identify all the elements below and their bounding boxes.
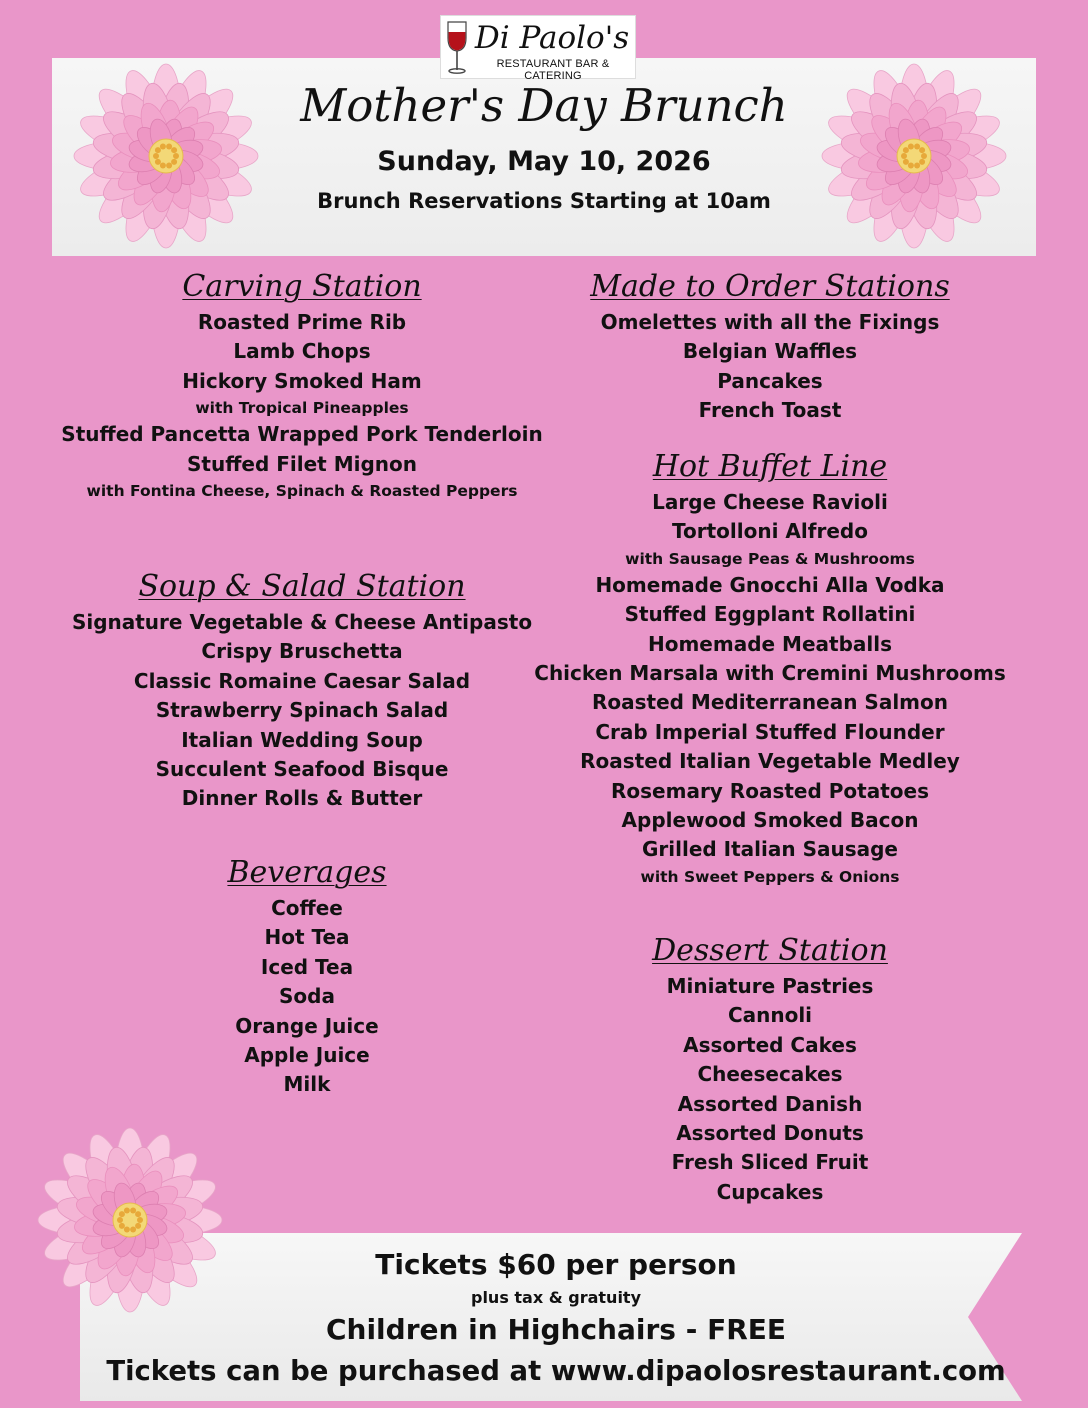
menu-item: Grilled Italian Sausage (641, 837, 898, 862)
carving-station (52, 268, 552, 503)
menu-item: Cheesecakes (697, 1062, 843, 1087)
children-note: Children in Highchairs - FREE (325, 1313, 787, 1346)
menu-item: Pancakes (717, 368, 823, 393)
section-heading: Beverages (227, 855, 387, 890)
section-heading: Soup & Salad Station (138, 569, 466, 604)
menu-item: Strawberry Spinach Salad (155, 698, 449, 723)
menu-item: Succulent Seafood Bisque (155, 757, 449, 782)
made-to-order-stations (520, 268, 1020, 426)
menu-item: Crab Imperial Stuffed Flounder (595, 719, 945, 744)
menu-item: Orange Juice (235, 1013, 379, 1038)
dahlia-flower-top-right (810, 58, 1018, 254)
menu-item: Belgian Waffles (682, 339, 858, 364)
menu-item: Fresh Sliced Fruit (671, 1150, 869, 1175)
logo-subtitle: RESTAURANT BAR & CATERING (496, 58, 610, 82)
menu-item: Tortolloni Alfredo (672, 519, 868, 544)
menu-item: Homemade Gnocchi Alla Vodka (595, 572, 945, 597)
menu-item: Crispy Bruschetta (201, 639, 403, 664)
menu-item: French Toast (698, 398, 842, 423)
section-heading: Made to Order Stations (590, 269, 950, 304)
menu-item: Assorted Danish (677, 1091, 863, 1116)
menu-item: Dinner Rolls & Butter (181, 786, 423, 811)
tax-note: plus tax & gratuity (470, 1288, 642, 1307)
event-date: Sunday, May 10, 2026 (377, 146, 711, 177)
menu-item: Roasted Mediterranean Salmon (591, 690, 948, 715)
menu-item: Soda (279, 984, 335, 1009)
menu-note: with Sweet Peppers & Onions (640, 867, 900, 886)
menu-note: with Fontina Cheese, Spinach & Roasted Peppers (86, 482, 518, 501)
ticket-info (80, 1243, 1032, 1391)
menu-item: Hickory Smoked Ham (182, 368, 422, 393)
menu-item: Hot Tea (264, 925, 350, 950)
menu-item: Omelettes with all the Fixings (600, 310, 940, 334)
menu-item: Roasted Prime Rib (197, 310, 407, 334)
reservations-text: Brunch Reservations Starting at 10am (317, 189, 771, 213)
menu-item: Homemade Meatballs (647, 631, 892, 656)
restaurant-logo (440, 15, 636, 82)
menu-item: Lamb Chops (233, 339, 371, 364)
menu-note: with Sausage Peas & Mushrooms (625, 549, 915, 568)
logo-brand: Di Paolo's (474, 20, 630, 56)
section-heading: Dessert Station (652, 933, 888, 968)
menu-item: Iced Tea (260, 954, 354, 979)
menu-item: Milk (283, 1072, 331, 1097)
menu-item: Stuffed Filet Mignon (187, 451, 417, 476)
menu-item: Assorted Donuts (676, 1121, 864, 1146)
menu-item: Stuffed Eggplant Rollatini (624, 602, 916, 627)
wine-glass-icon (445, 20, 469, 76)
beverages-section (52, 854, 562, 1100)
page-title: Mother's Day Brunch (300, 79, 788, 132)
section-heading: Hot Buffet Line (652, 449, 888, 484)
dahlia-flower-top-left (62, 58, 270, 254)
menu-item: Large Cheese Ravioli (652, 490, 888, 514)
menu-note: with Tropical Pineapples (195, 399, 409, 418)
menu-item: Roasted Italian Vegetable Medley (580, 749, 960, 774)
ticket-price: Tickets $60 per person (375, 1248, 737, 1281)
menu-item: Miniature Pastries (666, 974, 874, 998)
menu-item: Applewood Smoked Bacon (621, 808, 919, 833)
menu-item: Apple Juice (244, 1043, 370, 1068)
menu-item: Coffee (271, 896, 343, 920)
menu-item: Italian Wedding Soup (181, 727, 423, 752)
hot-buffet-line (520, 448, 1020, 889)
purchase-website: Tickets can be purchased at www.dipaolosrestaurant.com (106, 1355, 1006, 1387)
menu-item: Cannoli (727, 1003, 813, 1028)
menu-item: Chicken Marsala with Cremini Mushrooms (534, 661, 1006, 686)
soup-salad-station (52, 568, 552, 814)
menu-item: Cupcakes (716, 1179, 824, 1204)
menu-item: Stuffed Pancetta Wrapped Pork Tenderloin (61, 422, 543, 447)
dessert-station (520, 932, 1020, 1207)
section-heading: Carving Station (182, 269, 422, 304)
menu-item: Assorted Cakes (683, 1032, 857, 1057)
menu-item: Classic Romaine Caesar Salad (133, 668, 471, 693)
menu-item: Rosemary Roasted Potatoes (611, 778, 929, 803)
menu-item: Signature Vegetable & Cheese Antipasto (71, 610, 533, 634)
